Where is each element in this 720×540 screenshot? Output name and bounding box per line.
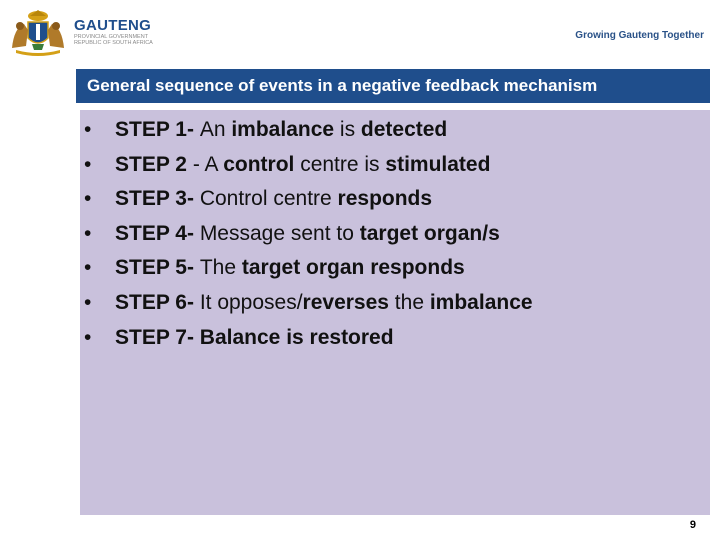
step-text-segment: stimulated — [385, 152, 491, 176]
step-text-segment: STEP 7- Balance is restored — [115, 325, 394, 349]
step-text-segment: An — [199, 118, 232, 141]
logo-title: GAUTENG — [74, 16, 152, 34]
step-text-segment: target organ/s — [359, 221, 500, 245]
step-text-segment: is — [334, 118, 361, 141]
content-panel — [80, 110, 710, 515]
slide-header — [0, 0, 720, 66]
bullet-marker: • — [84, 118, 92, 141]
step-text-segment: STEP 6- — [115, 290, 200, 314]
logo-subtitle-line2: REPUBLIC OF SOUTH AFRICA — [74, 40, 153, 46]
slide-title: General sequence of events in a negative feedback mechanism — [87, 76, 598, 95]
bullet-marker: • — [84, 152, 92, 176]
step-item — [80, 116, 533, 151]
step-text-segment: It opposes/ — [199, 290, 303, 314]
step-text-segment: imbalance — [231, 118, 335, 141]
step-item — [80, 151, 533, 186]
bullet-marker: • — [84, 290, 92, 314]
step-text-segment: centre is — [294, 152, 386, 176]
step-text-segment: the — [388, 290, 430, 314]
bullet-marker: • — [84, 221, 92, 245]
bullet-marker: • — [84, 187, 92, 211]
step-text-segment: The — [199, 256, 242, 280]
step-text-segment: Message sent to — [199, 221, 360, 245]
coat-of-arms-icon — [6, 8, 70, 56]
step-text-segment: STEP 1- — [115, 118, 200, 141]
step-item — [80, 185, 533, 220]
step-item — [80, 289, 533, 324]
step-item — [80, 254, 533, 289]
step-text-segment: STEP 5- — [115, 256, 200, 280]
steps-list — [80, 116, 533, 358]
step-text-segment: imbalance — [429, 290, 533, 314]
step-item — [80, 324, 533, 359]
gauteng-logo — [6, 8, 153, 56]
step-text-segment: STEP 2 — [115, 152, 193, 176]
step-text-segment: Control centre — [199, 187, 338, 211]
header-tagline: Growing Gauteng Together — [575, 30, 704, 41]
step-item — [80, 220, 533, 255]
bullet-marker: • — [84, 256, 92, 280]
step-text-segment: control — [223, 152, 295, 176]
page-number: 9 — [689, 519, 696, 531]
step-text-segment: reverses — [302, 290, 389, 314]
step-text-segment: responds — [337, 187, 433, 211]
slide-title-bar — [76, 69, 710, 103]
step-text-segment: target organ responds — [241, 256, 465, 280]
step-text-segment: detected — [360, 118, 448, 141]
logo-subtitle-line1: PROVINCIAL GOVERNMENT — [74, 33, 149, 40]
bullet-marker: • — [84, 325, 92, 349]
step-text-segment: - A — [192, 152, 224, 176]
step-text-segment: STEP 3- — [115, 187, 200, 211]
step-text-segment: STEP 4- — [115, 221, 200, 245]
